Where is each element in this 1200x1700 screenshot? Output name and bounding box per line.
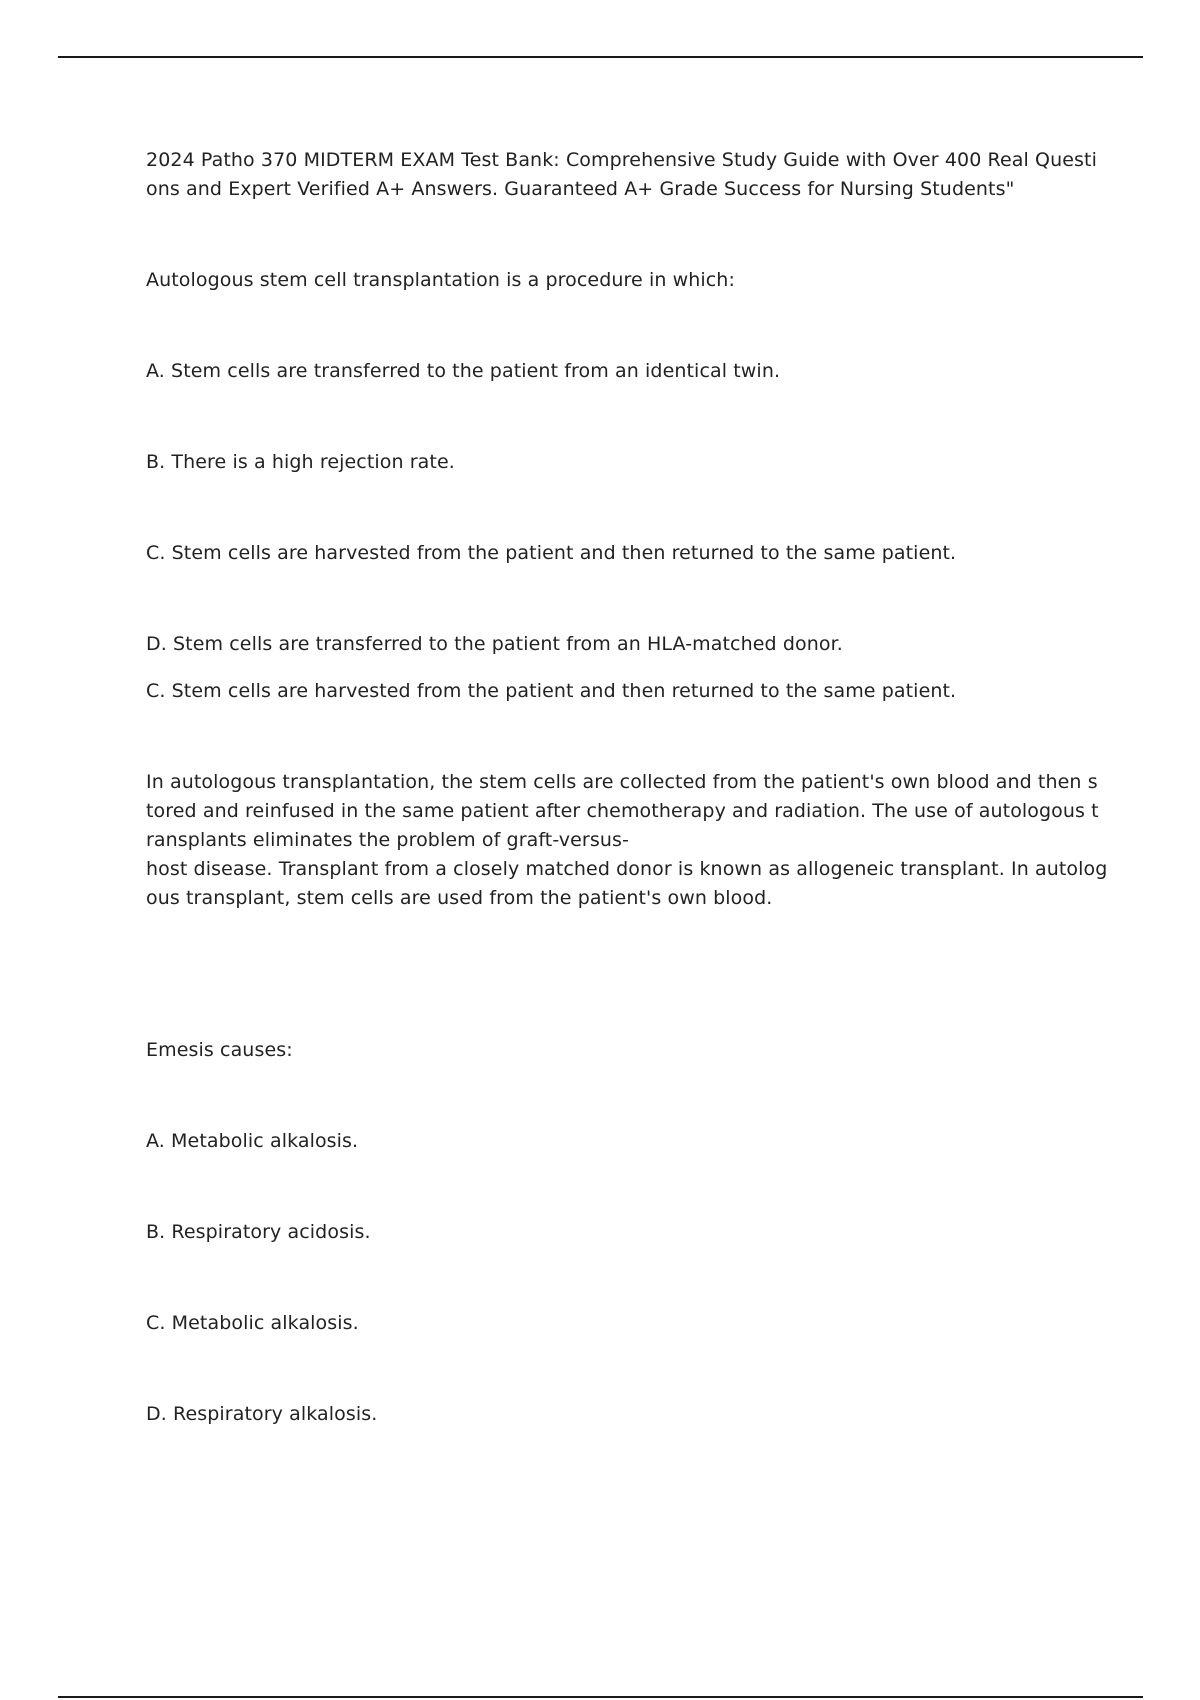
option-a: A. Stem cells are transferred to the patient from an identical twin. xyxy=(146,360,781,382)
document-body xyxy=(146,146,1108,1429)
header-rule xyxy=(58,56,1143,58)
option-d: D. Respiratory alkalosis. xyxy=(146,1403,378,1425)
option-b: B. Respiratory acidosis. xyxy=(146,1221,371,1243)
explanation xyxy=(146,768,1108,913)
title-line: ons and Expert Verified A+ Answers. Guaranteed A+ Grade Success for Nursing Students" xyxy=(146,178,1015,200)
answer: C. Stem cells are harvested from the patient and then returned to the same patient. xyxy=(146,680,957,702)
option-c: C. Metabolic alkalosis. xyxy=(146,1312,359,1334)
option-a: A. Metabolic alkalosis. xyxy=(146,1130,359,1152)
document-title xyxy=(146,146,1097,204)
explanation-line: tored and reinfused in the same patient after chemotherapy and radiation. The use of autologous t xyxy=(146,800,1099,822)
question-1 xyxy=(146,266,1108,913)
explanation-line: host disease. Transplant from a closely matched donor is known as allogeneic transplant. In autolog xyxy=(146,858,1108,880)
option-c: C. Stem cells are harvested from the patient and then returned to the same patient. xyxy=(146,542,957,564)
explanation-line: ous transplant, stem cells are used from the patient's own blood. xyxy=(146,887,773,909)
title-line: 2024 Patho 370 MIDTERM EXAM Test Bank: Comprehensive Study Guide with Over 400 Real Questi xyxy=(146,149,1097,171)
footer-rule xyxy=(58,1696,1143,1698)
explanation-line: In autologous transplantation, the stem cells are collected from the patient's own blood and then s xyxy=(146,771,1098,793)
explanation-line: ransplants eliminates the problem of graft-versus- xyxy=(146,829,629,851)
question-prompt: Autologous stem cell transplantation is a procedure in which: xyxy=(146,269,735,291)
option-d: D. Stem cells are transferred to the patient from an HLA-matched donor. xyxy=(146,633,843,655)
question-prompt: Emesis causes: xyxy=(146,1039,293,1061)
option-b: B. There is a high rejection rate. xyxy=(146,451,455,473)
question-2 xyxy=(146,1036,1086,1429)
